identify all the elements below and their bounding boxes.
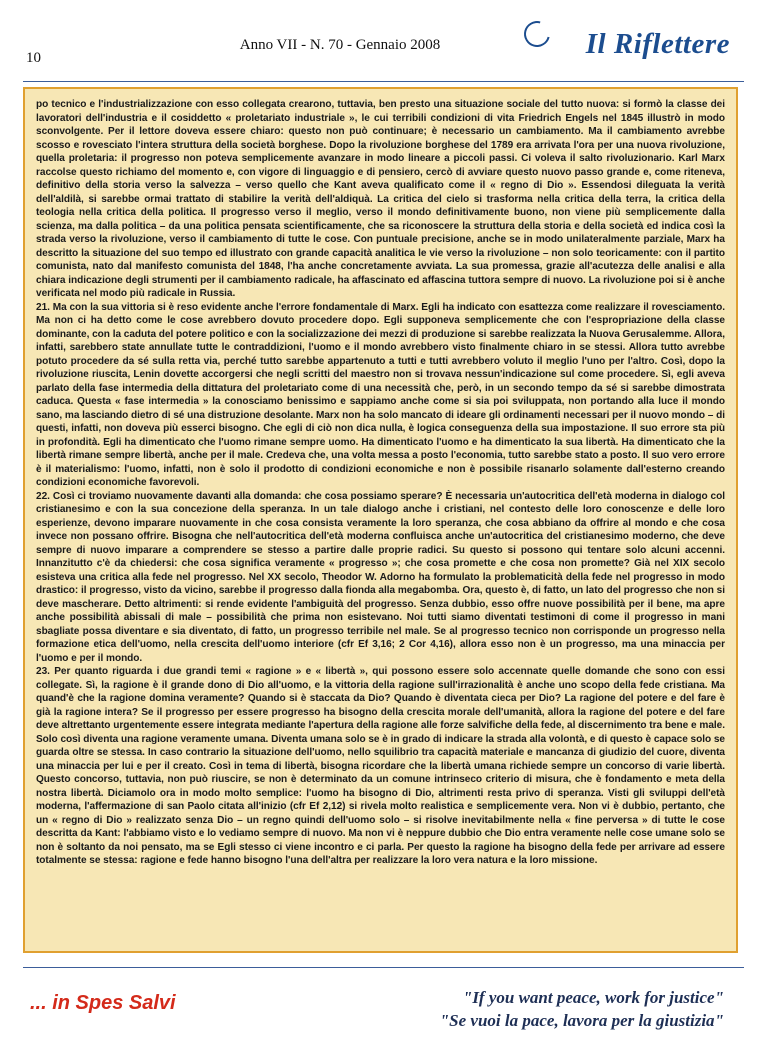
article-paragraph: 23. Per quanto riguarda i due grandi temi « ragione » e « libertà », qui possono essere solo accennate quelle domande che sono con essi collegate. Sì, la ragione è il grande dono di Dio all'uomo, e la vittoria della ragione sull'irrazionalità è anche uno scopo della fede cristiana. Ma quand'è che la ragione domina veramente? Quando si è staccata da Dio? Quando è diventata cieca per Dio? La ragione del potere e del fare è già la ragione intera? Se il progresso per essere progresso ha bisogno della crescita morale dell'umanità, allora la ragione del potere e del fare deve altrettanto urgentemente essere integrata mediante l'apertura della ragione alle forze salvifiche della fede, al discernimento tra bene e male. Solo così diventa una ragione veramente umana. Diventa umana solo se è in grado di indicare la strada alla volontà, e di questo è capace solo se guarda oltre se stessa. In caso contrario la situazione dell'uomo, nello squilibrio tra capacità materiale e mancanza di giudizio del cuore, diventa una minaccia per lui e per il creato. Così in tema di libertà, bisogna ricordare che la libertà umana richiede sempre un concorso di varie libertà. Questo concorso, tuttavia, non può riuscire, se non è determinato da un comune intrinseco criterio di misura, che è fondamento e meta della nostra libertà. Diciamolo ora in modo molto semplice: l'uomo ha bisogno di Dio, altrimenti resta privo di speranza. Visti gli sviluppi dell'età moderna, l'affermazione di san Paolo citata all'inizio (cfr Ef 2,12) si rivela molto realistica e semplicemente vera. Non vi è dubbio, pertanto, che un « regno di Dio » realizzato senza Dio – un regno quindi dell'uomo solo – si risolve inevitabilmente nella « fine perversa » di tutte le cose descritta da Kant: l'abbiamo visto e lo vediamo sempre di nuovo. Ma non vi è neppure dubbio che Dio entra veramente nelle cose umane solo se non è soltanto da noi pensato, ma se Egli stesso ci viene incontro e ci parla. Per questo la ragione ha bisogno della fede per arrivare ad essere totalmente se stessa: ragione e fede hanno bisogno l'una dell'altra per realizzare la loro vera natura e la loro missione. <box>36 666 725 866</box>
quote-english: "If you want peace, work for justice" <box>462 988 724 1007</box>
page-number: 10 <box>26 50 41 66</box>
magazine-logo: Il Riflettere <box>585 28 730 60</box>
issue-info: Anno VII - N. 70 - Gennaio 2008 <box>239 37 441 53</box>
quote-italian: "Se vuoi la pace, lavora per la giustizia" <box>439 1011 724 1030</box>
footer-divider <box>23 967 744 968</box>
footer-quote <box>440 986 724 1032</box>
header-divider <box>23 81 744 82</box>
article-paragraph: po tecnico e l'industrializzazione con esso collegata crearono, tuttavia, ben presto una situazione sociale del tutto nuova: si formò la classe dei lavoratori dell'industria e il cosiddetto « proletariato industriale », le cui terribili condizioni di vita Friedrich Engels nel 1845 illustrò in modo sconvolgente. Per il lettore doveva essere chiaro: questo non può continuare; è necessario un cambiamento. Ma il cambiamento avrebbe scosso e rovesciato l'intera struttura della società borghese. Dopo la rivoluzione borghese del 1789 era arrivata l'ora per una nuova rivoluzione, quella proletaria: il progresso non poteva semplicemente avanzare in modo lineare a piccoli passi. Ci voleva il salto rivoluzionario. Karl Marx raccolse questo richiamo del momento e, con vigore di linguaggio e di pensiero, cercò di avviare questo nuovo passo grande e, come riteneva, definitivo della storia verso la salvezza – verso quello che Kant aveva qualificato come il « regno di Dio ». Essendosi dileguata la verità dell'aldilà, si sarebbe ormai trattato di stabilire la verità dell'aldiquà. La critica del cielo si trasforma nella critica della terra, la critica della teologia nella critica della politica. Il progresso verso il meglio, verso il mondo definitivamente buono, non viene più semplicemente dalla scienza, ma dalla politica – da una politica pensata scientificamente, che sa riconoscere la struttura della storia e della società ed indica così la strada verso la rivoluzione, verso il cambiamento di tutte le cose. Con puntuale precisione, anche se in modo unilateralmente parziale, Marx ha descritto la situazione del suo tempo ed illustrato con grande capacità analitica le vie verso la rivoluzione – non solo teoricamente: con il partito comunista, nato dal manifesto comunista del 1848, l'ha anche concretamente avviata. La sua promessa, grazie all'acutezza delle analisi e alla chiara indicazione degli strumenti per il cambiamento radicale, ha affascinato ed affascina tuttora sempre di nuovo. La rivoluzione poi si è anche verificata nel modo più radicale in Russia. <box>36 99 725 299</box>
article-paragraph: 21. Ma con la sua vittoria si è reso evidente anche l'errore fondamentale di Marx. Egli ha indicato con esattezza come realizzare il rovesciamento. Ma non ci ha detto come le cose avrebbero dovuto procedere dopo. Egli supponeva semplicemente che con l'espropriazione della classe dominante, con la caduta del potere politico e con la socializzazione dei mezzi di produzione si sarebbe realizzata la Nuova Gerusalemme. Allora, infatti, sarebbero state annullate tutte le contraddizioni, l'uomo e il mondo avrebbero visto finalmente chiaro in se stessi. Allora tutto avrebbe potuto procedere da sé sulla retta via, perché tutto sarebbe appartenuto a tutti e tutti avrebbero voluto il meglio l'uno per l'altro. Così, dopo la rivoluzione riuscita, Lenin dovette accorgersi che negli scritti del maestro non si trovava nessun'indicazione sul come procedere. Sì, egli aveva parlato della fase intermedia della dittatura del proletariato come di una necessità che, però, in un secondo tempo da sé si sarebbe dimostrata caduca. Questa « fase intermedia » la conosciamo benissimo e sappiamo anche come si sia poi sviluppata, non portando alla luce il mondo sano, ma lasciando dietro di sé una distruzione desolante. Marx non ha solo mancato di ideare gli ordinamenti necessari per il nuovo mondo – di questi, infatti, non doveva più esserci bisogno. Che egli di ciò non dica nulla, è logica conseguenza della sua impostazione. Il suo errore sta più in profondità. Egli ha dimenticato che l'uomo rimane sempre uomo. Ha dimenticato l'uomo e ha dimenticato la sua libertà. Ha dimenticato che la libertà rimane sempre libertà, anche per il male. Credeva che, una volta messa a posto l'economia, tutto sarebbe stato a posto. Il suo vero errore è il materialismo: l'uomo, infatti, non è solo il prodotto di condizioni economiche e non è possibile risanarlo solamente dall'esterno creando condizioni economiche favorevoli. <box>36 301 725 488</box>
footer-source: ... in Spes Salvi <box>30 992 176 1014</box>
page-header <box>0 0 768 88</box>
article-box <box>23 87 738 953</box>
article-paragraph: 22. Così ci troviamo nuovamente davanti alla domanda: che cosa possiamo sperare? È necessaria un'autocritica dell'età moderna in dialogo col cristianesimo e con la sua concezione della speranza. In un tale dialogo anche i cristiani, nel contesto delle loro conoscenze e delle loro esperienze, devono imparare nuovamente in che cosa consista veramente la loro speranza, che cosa abbiano da offrire al mondo e che cosa invece non possano offrire. Bisogna che nell'autocritica dell'età moderna confluisca anche un'autocritica del cristianesimo moderno, che deve sempre di nuovo imparare a comprendere se stesso a partire dalle proprie radici. Su questo si possono qui tentare solo alcuni accenni. Innanzitutto c'è da chiedersi: che cosa significa veramente « progresso »; che cosa promette e che cosa non promette? Già nel XIX secolo esisteva una critica alla fede nel progresso. Nel XX secolo, Theodor W. Adorno ha formulato la problematicità della fede nel progresso in modo drastico: il progresso, visto da vicino, sarebbe il progresso dalla fionda alla megabomba. Ora, questo è, di fatto, un lato del progresso che non si deve mascherare. Detto altrimenti: si rende evidente l'ambiguità del progresso. Senza dubbio, esso offre nuove possibilità per il bene, ma apre anche possibilità abissali di male – possibilità che prima non esistevano. Noi tutti siamo diventati testimoni di come il progresso in mani sbagliate possa diventare e sia diventato, di fatto, un progresso terribile nel male. Se al progresso tecnico non corrisponde un progresso nella formazione etica dell'uomo, nella crescita dell'uomo interiore (cfr Ef 3,16; 2 Cor 4,16), allora esso non è un progresso, ma una minaccia per l'uomo e per il mondo. <box>36 490 725 664</box>
